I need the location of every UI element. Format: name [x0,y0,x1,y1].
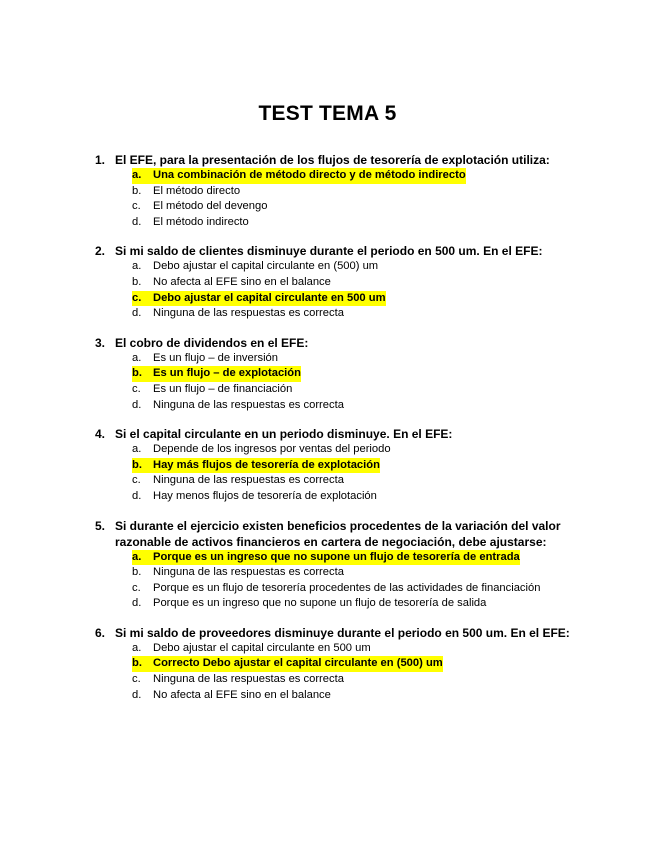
option-text: El método indirecto [153,215,249,228]
question-text: El EFE, para la presentación de los flujos de tesorería de explotación utiliza: [115,153,550,167]
option-text: Porque es un flujo de tesorería procedentes de las actividades de financiación [153,581,541,594]
option-letter: d. [132,215,142,228]
question-heading [95,152,615,168]
question-3 [95,335,615,413]
option-text: No afecta al EFE sino en el balance [153,275,331,288]
option-letter: d. [132,307,142,320]
option-letter: d. [132,688,142,701]
option-text: Porque es un ingreso que no supone un flujo de tesorería de entrada [153,550,520,566]
option-letter: b. [132,275,142,288]
question-number: 2. [95,244,106,259]
option-letter: d. [132,597,142,610]
question-2 [95,243,615,321]
option-text: Una combinación de método directo y de método indirecto [153,168,466,184]
option-letter: b. [132,458,153,474]
question-text: Si el capital circulante en un periodo disminuye. En el EFE: [115,427,453,442]
option-letter: c. [132,673,141,686]
answer-options [132,442,615,504]
question-number: 4. [95,427,106,442]
option-text: Es un flujo – de financiación [153,382,293,395]
question-text: Si durante el ejercicio existen beneficios procedentes de la variación del valor razonable de activos financieros en cartera de negociación, debe ajustarse: [115,518,561,549]
option-text: El método del devengo [153,200,268,213]
answer-option [132,688,615,704]
option-text: Ninguna de las respuestas es correcta [153,398,344,411]
question-list [95,152,615,716]
option-letter: a. [132,351,142,364]
option-letter: a. [132,260,142,273]
option-text: Depende de los ingresos por ventas del periodo [153,443,391,456]
option-letter: b. [132,566,142,579]
answer-options [132,641,615,703]
question-number: 6. [95,625,106,640]
option-text: Ninguna de las respuestas es correcta [153,673,344,686]
question-heading [95,426,615,442]
option-text: Hay más flujos de tesorería de explotación [153,458,380,474]
answer-option [132,641,615,657]
question-1 [95,152,615,230]
option-text: Porque es un ingreso que no supone un flujo de tesorería de salida [153,597,487,610]
answer-option [132,275,615,291]
question-heading [95,625,615,641]
answer-option-correct [132,291,615,307]
option-text: Ninguna de las respuestas es correcta [153,566,344,579]
answer-option [132,215,615,231]
option-letter: c. [132,581,141,594]
answer-option [132,199,615,215]
option-letter: b. [132,366,153,382]
question-heading [95,518,615,550]
option-text: Debo ajustar el capital circulante en (500) um [153,260,379,273]
option-text: Ninguna de las respuestas es correcta [153,307,344,320]
answer-option [132,306,615,322]
answer-option [132,184,615,200]
answer-option-correct [132,458,615,474]
option-letter: d. [132,489,142,502]
question-heading [95,335,615,351]
answer-option-correct [132,168,615,184]
answer-option-correct [132,366,615,382]
option-text: El método directo [153,184,241,197]
option-letter: b. [132,656,153,672]
question-6 [95,625,615,703]
option-text: No afecta al EFE sino en el balance [153,688,331,701]
option-letter: c. [132,291,153,307]
option-letter: c. [132,200,141,213]
question-text: El cobro de dividendos en el EFE: [115,335,309,350]
question-number: 5. [95,518,106,533]
question-text: Si mi saldo de clientes disminuye durante el periodo en 500 um. En el EFE: [115,244,543,259]
question-5 [95,518,615,612]
question-4 [95,426,615,504]
option-letter: a. [132,443,142,456]
option-text: Debo ajustar el capital circulante en 500 um [153,291,386,307]
question-heading [95,243,615,259]
option-letter: c. [132,382,141,395]
option-text: Es un flujo – de inversión [153,351,279,364]
question-text: Si mi saldo de proveedores disminuye durante el periodo en 500 um. En el EFE: [115,625,570,640]
answer-option [132,442,615,458]
answer-option [132,351,615,367]
option-letter: a. [132,550,153,566]
option-letter: a. [132,168,153,184]
option-letter: b. [132,184,142,197]
option-letter: a. [132,641,142,654]
answer-option [132,581,615,597]
answer-option-correct [132,656,615,672]
answer-options [132,168,615,230]
answer-option [132,672,615,688]
answer-option [132,259,615,275]
question-number: 1. [95,153,106,167]
answer-options [132,259,615,321]
option-text: Correcto Debo ajustar el capital circulante en (500) um [153,656,443,672]
option-text: Debo ajustar el capital circulante en 500 um [153,641,371,654]
answer-option-correct [132,550,615,566]
answer-options [132,550,615,612]
answer-option [132,565,615,581]
option-letter: d. [132,398,142,411]
page-title: TEST TEMA 5 [258,102,397,125]
option-text: Hay menos flujos de tesorería de explotación [153,489,377,502]
question-number: 3. [95,335,106,350]
answer-option [132,489,615,505]
option-text: Es un flujo – de explotación [153,366,301,382]
option-text: Ninguna de las respuestas es correcta [153,474,344,487]
answer-option [132,596,615,612]
answer-option [132,398,615,414]
answer-option [132,382,615,398]
answer-options [132,351,615,413]
answer-option [132,473,615,489]
option-letter: c. [132,474,141,487]
